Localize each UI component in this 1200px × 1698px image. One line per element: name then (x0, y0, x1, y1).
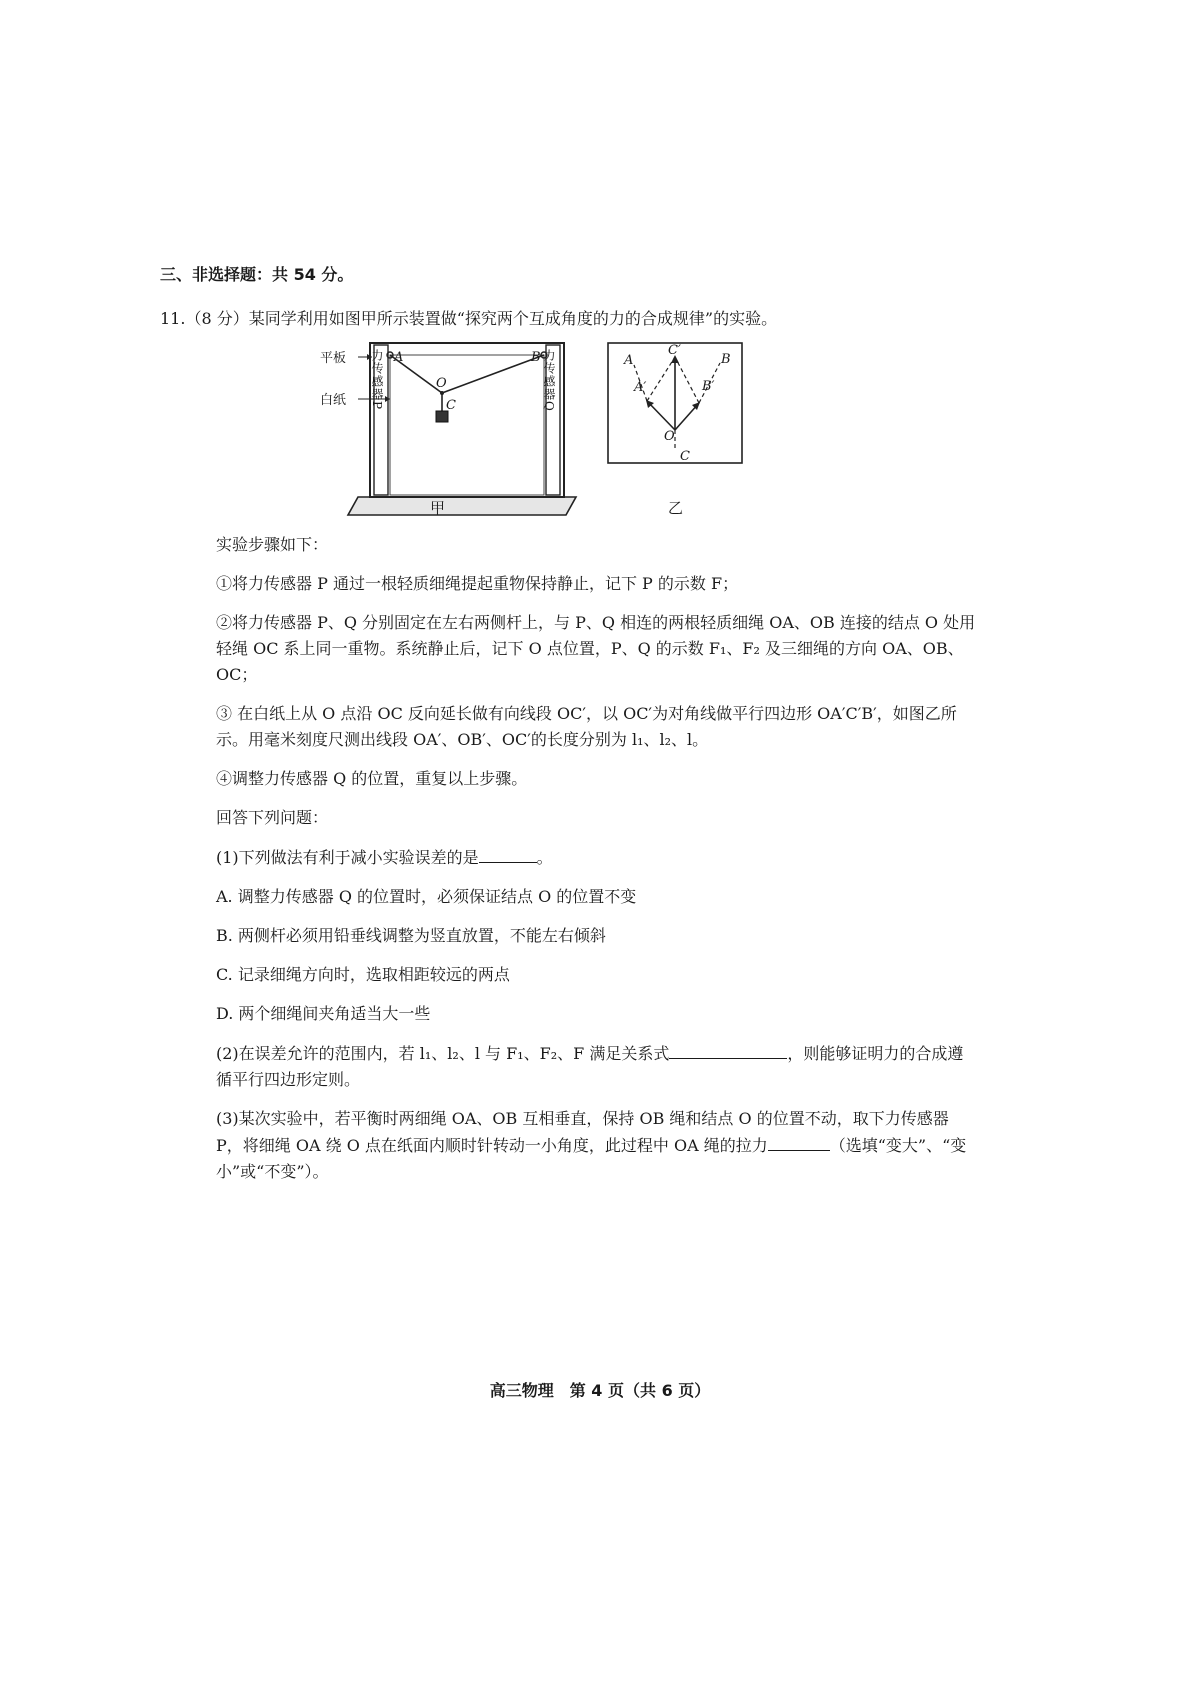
point-c-label: C (446, 398, 456, 413)
steps-heading: 实验步骤如下： (216, 535, 329, 554)
caption-yi: 乙 (668, 499, 684, 517)
figures (320, 343, 850, 533)
yi-point-a: A (624, 353, 634, 368)
label-board: 平板 (320, 351, 347, 366)
yi-point-bp: B′ (702, 379, 715, 394)
step-3: ③ 在白纸上从 O 点沿 OC 反向延长做有向线段 OC′，以 OC′为对角线做平行四边形 OA′C′B′，如图乙所示。用毫米刻度尺测出线段 OA′、OB′、OC′的长度分别为 l₁、l₂、l。 (216, 704, 957, 749)
step-1: ①将力传感器 P 通过一根轻质细绳提起重物保持静止，记下 P 的示数 F； (216, 574, 739, 593)
sensor-left-label: 力传感器P (370, 349, 384, 411)
q1-end: 。 (536, 848, 553, 867)
base-plate (348, 497, 576, 515)
yi-point-cp: C′ (668, 343, 681, 358)
step-4: ④调整力传感器 Q 的位置，重复以上步骤。 (216, 769, 528, 788)
option-b: B. 两侧杆必须用铅垂线调整为竖直放置，不能左右倾斜 (216, 926, 606, 945)
page-footer: 高三物理 第 4 页（共 6 页） (489, 1381, 711, 1400)
yi-point-c: C (680, 449, 690, 464)
q2-text: (2)在误差允许的范围内，若 l₁、l₂、l 与 F₁、F₂、F 满足关系式 (216, 1044, 670, 1063)
answer-heading: 回答下列问题： (216, 808, 329, 827)
figure-yi (608, 343, 742, 517)
option-c: C. 记录细绳方向时，选取相距较远的两点 (216, 965, 510, 984)
q1-text: (1)下列做法有利于减小实验误差的是 (216, 848, 479, 867)
sub-question-1 (216, 844, 976, 871)
option-d: D. 两个细绳间夹角适当大一些 (216, 1004, 431, 1023)
question-body (216, 532, 976, 1198)
answer-blank-3[interactable] (768, 1132, 830, 1151)
sub-question-2 (216, 1040, 976, 1093)
step-2: ②将力传感器 P、Q 分别固定在左右两侧杆上，与 P、Q 相连的两根轻质细绳 OA、OB 连接的结点 O 处用轻绳 OC 系上同一重物。系统静止后，记下 O 点位置，P、Q 的示数 F₁、F₂ 及三细绳的方向 OA、OB、OC； (216, 613, 976, 684)
point-o-label: O (436, 376, 447, 391)
q3-text: (3)某次实验中，若平衡时两细绳 OA、OB 互相垂直，保持 OB 绳和结点 O 的位置不动，取下力传感器 P，将细绳 OA 绕 O 点在纸面内顺时针转动一小角度，此过程中 OA 绳的拉力 (216, 1109, 949, 1155)
point-a-label: A (394, 350, 404, 365)
q2-end: ，则能够证明力的合成遵循平行四边形定则。 (216, 1044, 964, 1089)
question-intro: 11.（8 分）某同学利用如图甲所示装置做“探究两个互成角度的力的合成规律”的实验。 (160, 309, 778, 328)
yi-point-ap: A′ (634, 380, 647, 395)
section-title: 三、非选择题：共 54 分。 (160, 265, 354, 284)
sub-question-3 (216, 1106, 976, 1185)
yi-point-b: B (721, 352, 731, 367)
label-paper: 白纸 (320, 393, 347, 408)
answer-blank-2[interactable] (669, 1040, 787, 1059)
knot-o (440, 391, 444, 395)
q3-end: （选填“变大”、“变小”或“不变”）。 (216, 1136, 967, 1181)
point-b-label: B (531, 350, 541, 365)
sensor-right-label: 力传感器Q (542, 349, 556, 412)
caption-jia: 甲 (430, 499, 446, 517)
yi-point-o: O (664, 429, 675, 444)
answer-blank-1[interactable] (479, 844, 537, 863)
figure-jia (320, 343, 576, 517)
white-paper (390, 355, 544, 495)
option-a: A. 调整力传感器 Q 的位置时，必须保证结点 O 的位置不变 (216, 887, 637, 906)
